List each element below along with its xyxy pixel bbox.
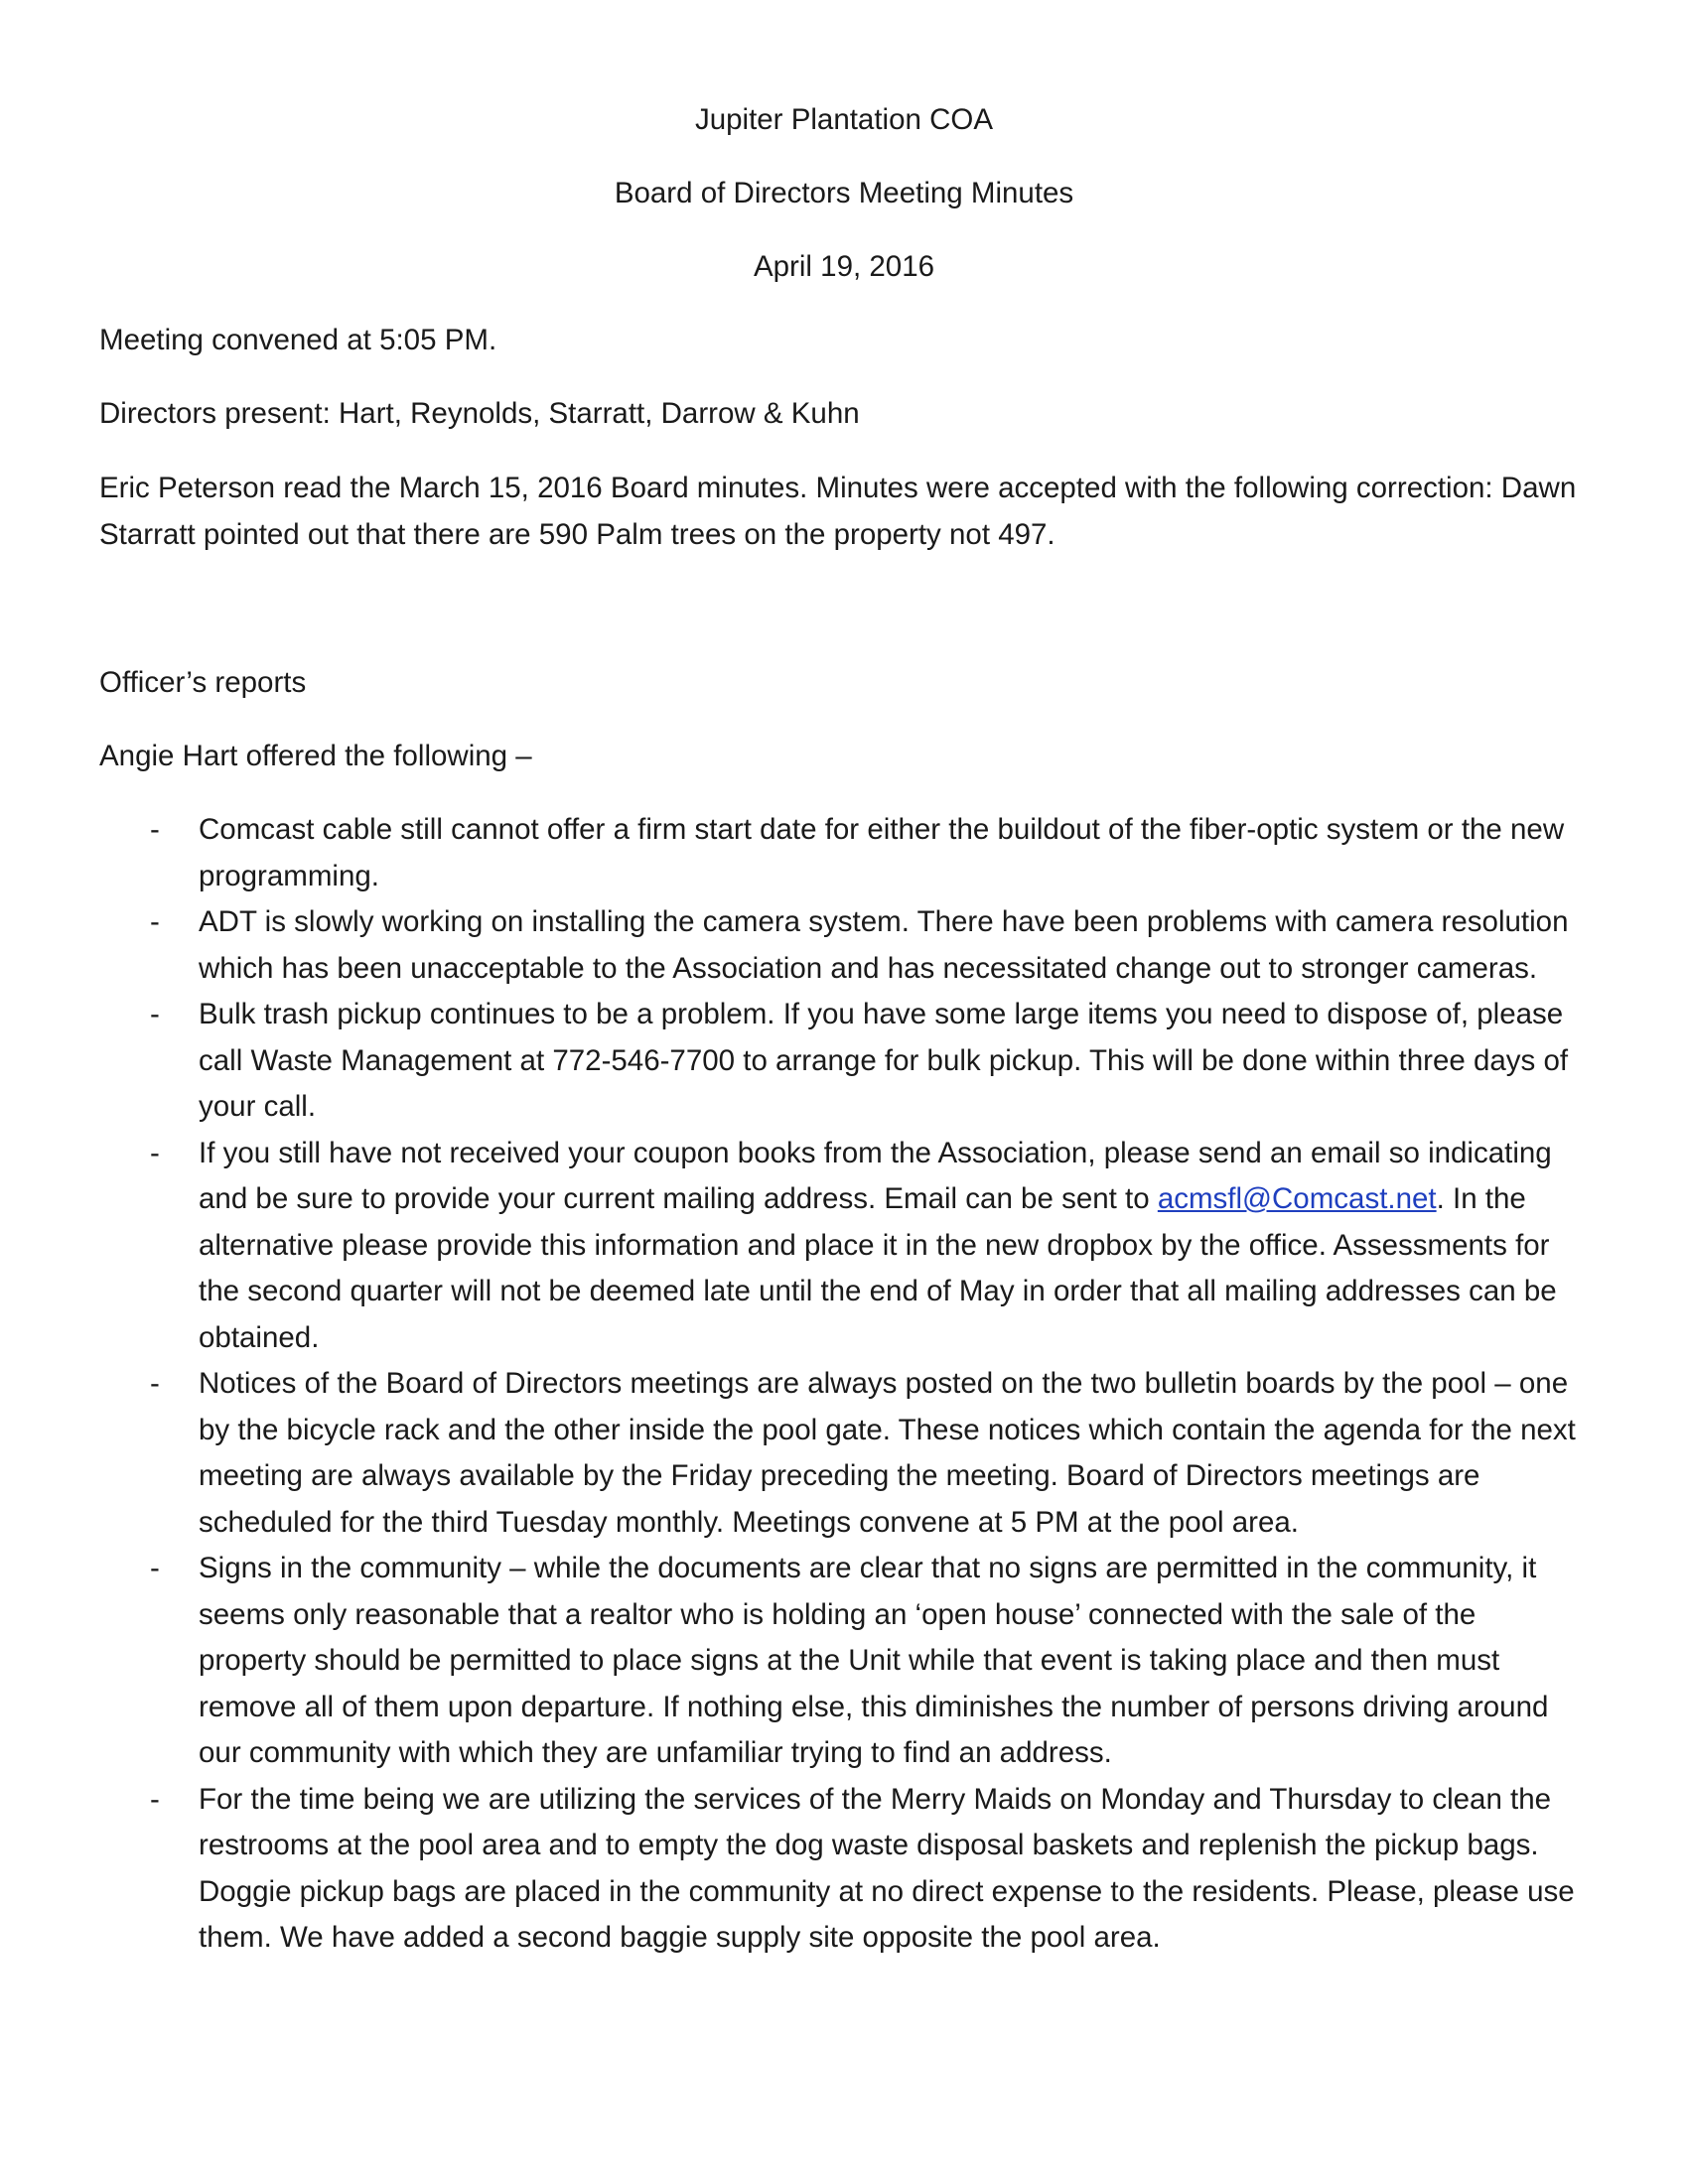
coupon-text-before: If you still have not received your coupon books from the Association, please send an email so indicating and be sure to provide your current mailing address. Email can be sent to — [199, 1136, 1552, 1215]
bullet-text: Comcast cable still cannot offer a firm start date for either the buildout of the fiber-optic system or the new programming. — [199, 813, 1565, 892]
list-item-signs — [0, 1546, 1688, 1777]
email-link[interactable]: acmsfl@Comcast.net — [1157, 1182, 1437, 1215]
bullet-dash: - — [150, 1552, 160, 1584]
bullet-dash: - — [150, 1367, 160, 1400]
list-item-bulk-trash — [0, 992, 1688, 1131]
org-name: Jupiter Plantation COA — [694, 103, 994, 136]
bullet-dash: - — [150, 813, 160, 846]
prior-minutes-paragraph: Eric Peterson read the March 15, 2016 Board minutes. Minutes were accepted with the following correction: Dawn Starratt pointed out that there are 590 Palm trees on the property not 497. — [99, 472, 1577, 551]
bullet-dash: - — [150, 1136, 160, 1169]
coupon-text-after: . In the alternative please provide this information and place it in the new dropbox by the office. Assessments for the second quarter will not be deemed late until the end of May in order that all mailing addresses can be obtained. — [199, 1182, 1557, 1354]
list-item-meeting-notices — [0, 1361, 1688, 1546]
convened-line: Meeting convened at 5:05 PM. — [99, 324, 497, 356]
bullet-text: Signs in the community – while the documents are clear that no signs are permitted in the community, it seems only reasonable that a realtor who is holding an ‘open house’ connected with the sale of the property should be permitted to place signs at the Unit while that event is taking place and then must remove all of them upon departure. If nothing else, this diminishes the number of persons driving around our community with which they are unfamiliar trying to find an address. — [199, 1552, 1549, 1769]
list-item-merry-maids — [0, 1777, 1688, 1962]
list-item-coupon-books — [0, 1131, 1688, 1362]
bullet-text: Notices of the Board of Directors meetings are always posted on the two bulletin boards by the pool – one by the bicycle rack and the other inside the pool gate. These notices which contain the agenda for the next meeting are always available by the Friday preceding the meeting. Board of Directors meetings are scheduled for the third Tuesday monthly. Meetings convene at 5 PM at the pool area. — [199, 1367, 1576, 1539]
meeting-date: April 19, 2016 — [753, 250, 935, 283]
list-item-comcast — [0, 807, 1688, 899]
bullet-dash: - — [150, 905, 160, 938]
directors-present: Directors present: Hart, Reynolds, Starratt, Darrow & Kuhn — [99, 397, 860, 430]
bullet-text — [199, 1131, 1589, 1362]
officers-reports-heading: Officer’s reports — [99, 666, 307, 699]
officer-report-list — [0, 807, 1688, 1962]
bullet-dash: - — [150, 998, 160, 1030]
bullet-text: For the time being we are utilizing the services of the Merry Maids on Monday and Thursday to clean the restrooms at the pool area and to empty the dog waste disposal baskets and replenish the pickup bags. Doggie pickup bags are placed in the community at no direct expense to the residents. Please, please use them. We have added a second baggie supply site opposite the pool area. — [199, 1782, 1575, 1954]
document-title: Board of Directors Meeting Minutes — [614, 177, 1074, 209]
angie-hart-intro: Angie Hart offered the following – — [99, 740, 532, 772]
bullet-text: ADT is slowly working on installing the camera system. There have been problems with camera resolution which has been unacceptable to the Association and has necessitated change out to stronger cameras. — [199, 905, 1569, 985]
list-item-adt — [0, 899, 1688, 992]
bullet-dash: - — [150, 1782, 160, 1816]
bullet-text: Bulk trash pickup continues to be a problem. If you have some large items you need to dispose of, please call Waste Management at 772-546-7700 to arrange for bulk pickup. This will be done within three days of your call. — [199, 998, 1569, 1123]
